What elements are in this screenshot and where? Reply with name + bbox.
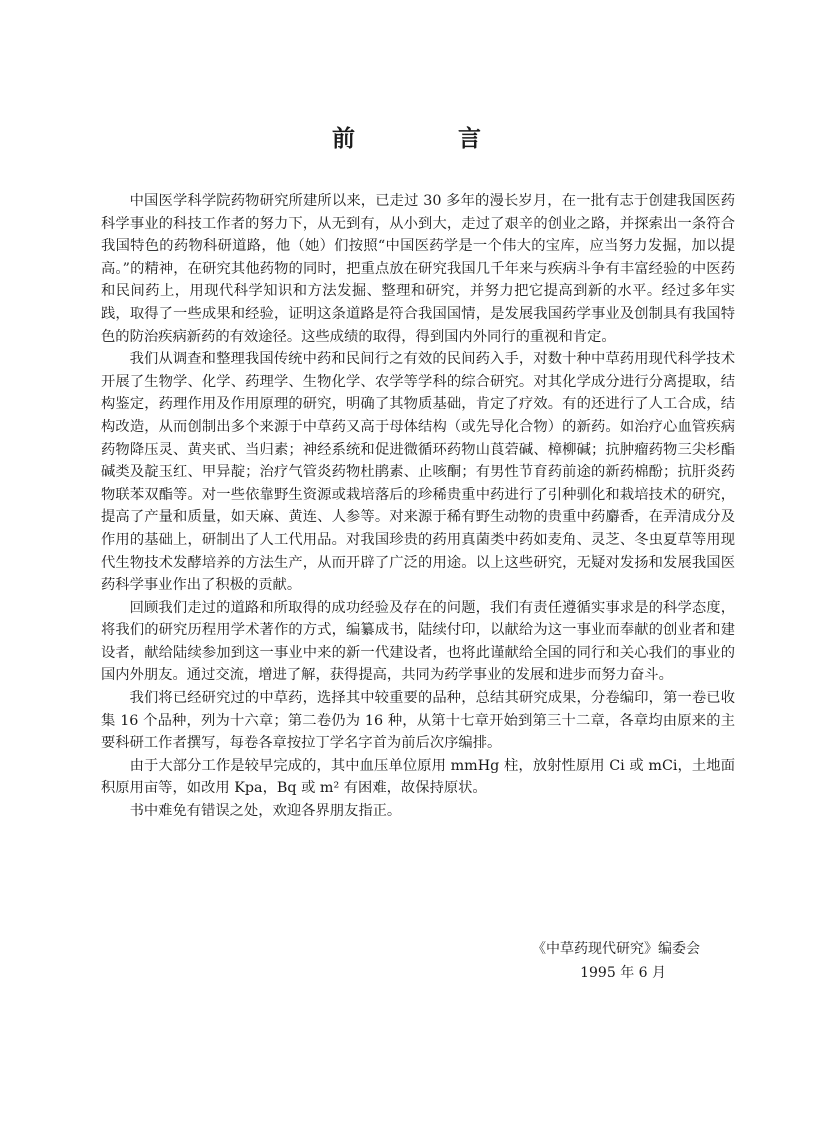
signature-org: 《中草药现代研究》编委会 bbox=[532, 941, 700, 957]
signature-date: 1995 年 6 月 bbox=[580, 965, 666, 981]
paragraph-5: 由于大部分工作是较早完成的，其中血压单位原用 mmHg 柱，放射性原用 Ci 或 mCi，土地面积原用亩等，如改用 Kpa，Bq 或 m² 有困难，故保持原状。 bbox=[101, 757, 735, 797]
paragraph-1: 中国医学科学院药物研究所建所以来，已走过 30 多年的漫长岁月，在一批有志于创建我国医药科学事业的科技工作者的努力下，从无到有，从小到大，走过了艰辛的创业之路，并探索出一条符合我国特色的药物科研道路，他（她）们按照“中国医药学是一个伟大的宝库，应当努力发掘，加以提高。”的精神，在研究其他药物的同时，把重点放在研究我国几千年来与疾病斗争有丰富经验的中医药和民间药上，用现代科学知识和方法发掘、整理和研究，并努力把它提高到新的水平。经过多年实践，取得了一些成果和经验，证明这条道路是符合我国国情，是发展我国药学事业及创制具有我国特色的防治疾病新药的有效途径。这些成绩的取得，得到国内外同行的重视和肯定。 bbox=[101, 193, 735, 345]
page-title: 前 言 bbox=[332, 125, 521, 152]
paragraph-6: 书中难免有错误之处，欢迎各界朋友指正。 bbox=[129, 803, 402, 820]
paragraph-2: 我们从调查和整理我国传统中药和民间行之有效的民间药入手，对数十种中草药用现代科学技术开展了生物学、化学、药理学、生物化学、农学等学科的综合研究。对其化学成分进行分离提取，结构鉴定，药理作用及作用原理的研究，明确了其物质基础，肯定了疗效。有的还进行了人工合成，结构改造，从而创制出多个来源于中草药又高于母体结构（或先导化合物）的新药。如治疗心血管疾病药物降压灵、黄夹甙、当归素；神经系统和促进微循环药物山莨菪碱、樟柳碱；抗肿瘤药物三尖杉酯碱类及靛玉红、甲异靛；治疗气管炎药物杜鹃素、止咳酮；有男性节育药前途的新药棉酚；抗肝炎药物联苯双酯等。对一些依靠野生资源或栽培落后的珍稀贵重中药进行了引种驯化和栽培技术的研究，提高了产量和质量，如天麻、黄连、人参等。对来源于稀有野生动物的贵重中药麝香，在弄清成分及作用的基础上，研制出了人工代用品。对我国珍贵的药用真菌类中药如麦角、灵芝、冬虫夏草等用现代生物技术发酵培养的方法生产，从而开辟了广泛的用途。以上这些研究，无疑对发扬和发展我国医药科学事业作出了积极的贡献。 bbox=[101, 351, 735, 594]
paragraph-3: 回顾我们走过的道路和所取得的成功经验及存在的问题，我们有责任遵循实事求是的科学态度，将我们的研究历程用学术著作的方式，编纂成书，陆续付印，以献给为这一事业而奉献的创业者和建设者，献给陆续参加到这一事业中来的新一代建设者，也将此谨献给全国的同行和关心我们的事业的国内外朋友。通过交流，增进了解，获得提高，共同为药学事业的发展和进步而努力奋斗。 bbox=[101, 599, 735, 684]
paragraph-4: 我们将已经研究过的中草药，选择其中较重要的品种，总结其研究成果，分卷编印，第一卷已收集 16 个品种，列为十六章；第二卷仍为 16 种，从第十七章开始到第三十二章，各章均由原来的主要科研工作者撰写，每卷各章按拉丁学名字首为前后次序编排。 bbox=[101, 690, 735, 752]
preface-body bbox=[101, 190, 735, 823]
